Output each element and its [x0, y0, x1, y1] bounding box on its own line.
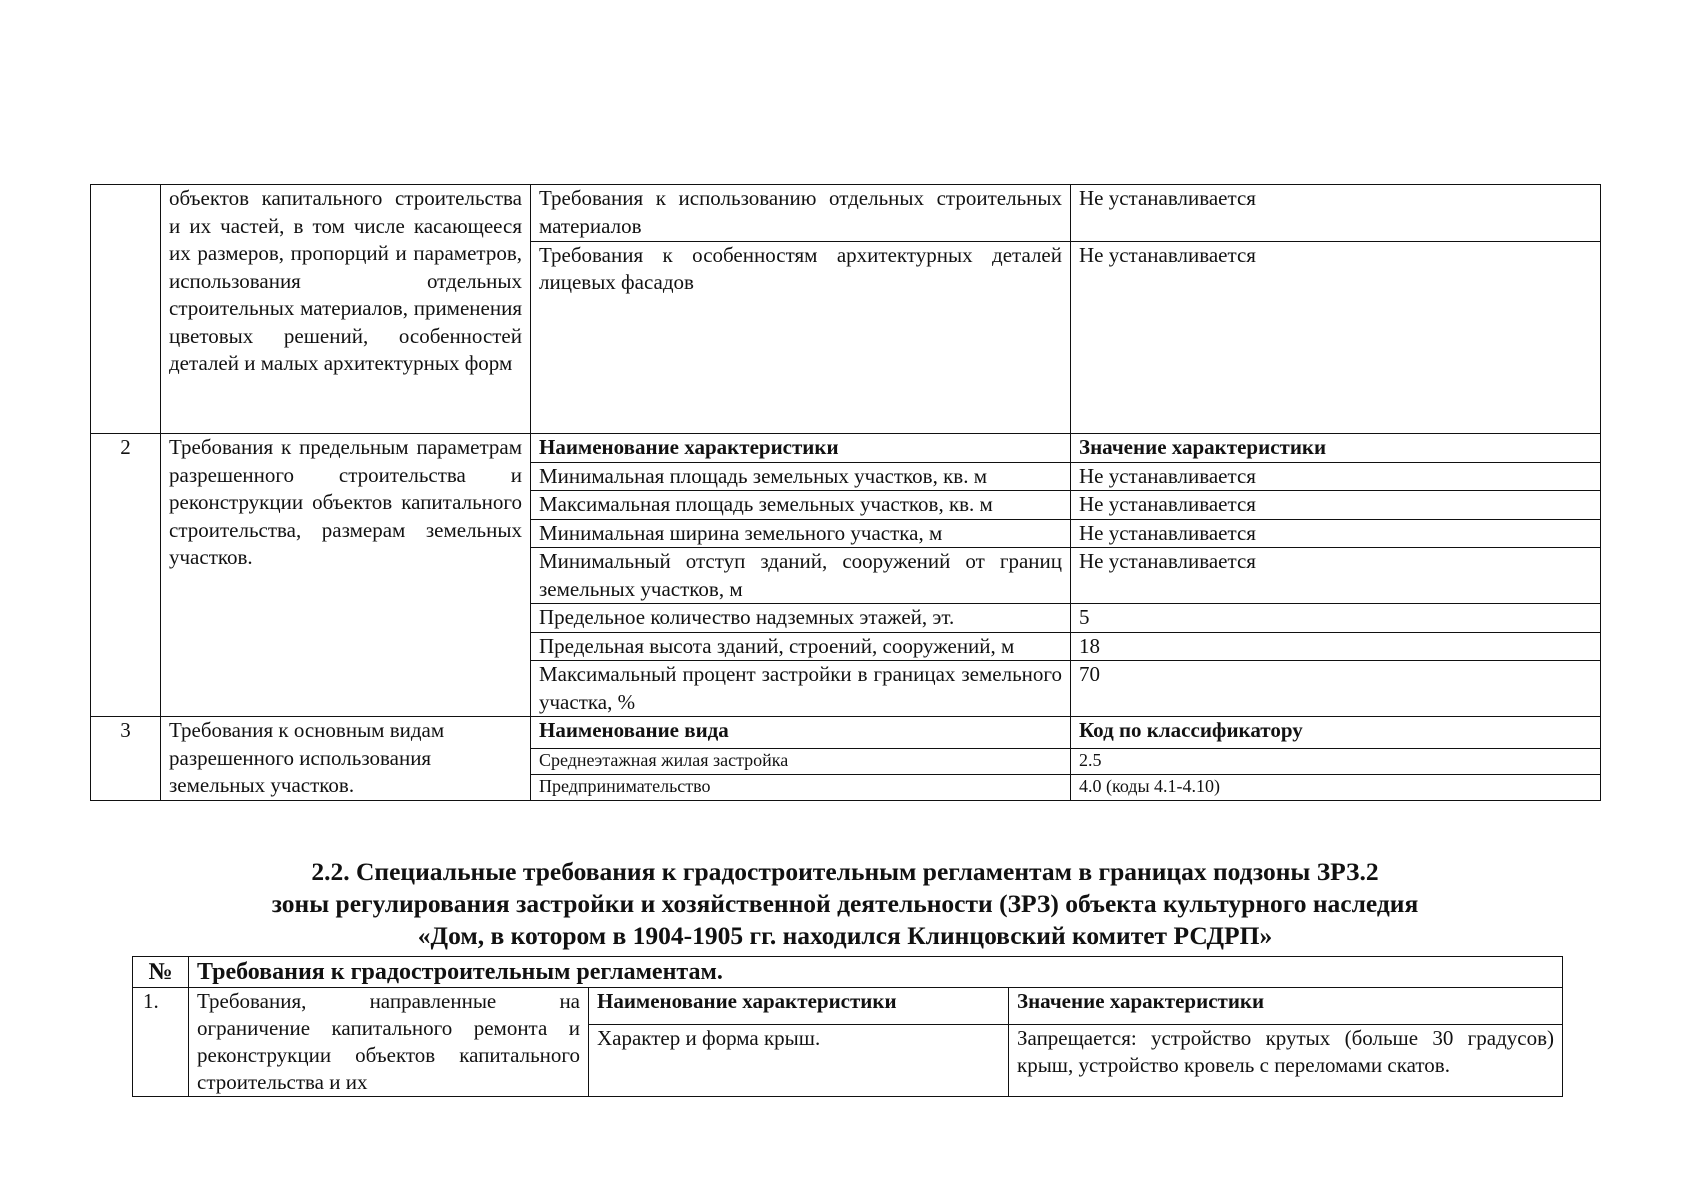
requirements-table-lower [132, 956, 1563, 1097]
column-header-value: Значение характеристики [1071, 434, 1601, 463]
row-number: 3 [91, 717, 161, 801]
section-heading [140, 856, 1550, 952]
number-header: № [133, 957, 189, 988]
section-heading-line: 2.2. Специальные требования к градостроительным регламентам в границах подзоны ЗРЗ.2 [311, 857, 1379, 886]
requirement-cell: объектов капитального строительства и их частей, в том числе касающееся их размеров, пропорций и параметров, использования отдельных строительных материалов, применения цветовых решений, особенностей деталей и малых архитектурных форм [161, 185, 531, 434]
classifier-code: 4.0 (коды 4.1-4.10) [1071, 774, 1601, 800]
section-heading-line: зоны регулирования застройки и хозяйственной деятельности (ЗРЗ) объекта культурного наследия [271, 889, 1419, 918]
characteristic-name: Требования к использованию отдельных строительных материалов [531, 185, 1071, 242]
requirements-table-upper [90, 184, 1601, 801]
column-header-value: Значение характеристики [1009, 988, 1563, 1025]
column-header-name: Наименование характеристики [589, 988, 1009, 1025]
characteristic-value: Не устанавливается [1071, 519, 1601, 548]
characteristic-name: Минимальный отступ зданий, сооружений от границ земельных участков, м [531, 548, 1071, 604]
table-header-row [133, 957, 1563, 988]
characteristic-value: 5 [1071, 604, 1601, 633]
characteristic-name: Максимальная площадь земельных участков, кв. м [531, 491, 1071, 520]
classifier-code: 2.5 [1071, 748, 1601, 774]
use-type-name: Предпринимательство [531, 774, 1071, 800]
row-number: 2 [91, 434, 161, 717]
table-row [91, 717, 1601, 749]
table-row [91, 185, 1601, 242]
requirement-cell: Требования, направленные на ограничение капитального ремонта и реконструкции объектов капитального строительства и их [189, 988, 589, 1097]
section-heading-line: «Дом, в котором в 1904-1905 гг. находился Клинцовский комитет РСДРП» [417, 921, 1273, 950]
table-row [91, 434, 1601, 463]
table-row [133, 988, 1563, 1025]
characteristic-value: Не устанавливается [1071, 548, 1601, 604]
row-number: 1. [133, 988, 189, 1097]
characteristic-value: Не устанавливается [1071, 185, 1601, 242]
characteristic-name: Предельное количество надземных этажей, эт. [531, 604, 1071, 633]
requirement-cell: Требования к основным видам разрешенного использования земельных участков. [161, 717, 531, 801]
characteristic-name: Требования к особенностям архитектурных деталей лицевых фасадов [531, 241, 1071, 433]
table-title: Требования к градостроительным регламентам. [189, 957, 1563, 988]
row-number [91, 185, 161, 434]
characteristic-value: 70 [1071, 661, 1601, 717]
use-type-name: Среднеэтажная жилая застройка [531, 748, 1071, 774]
characteristic-name: Максимальный процент застройки в границах земельного участка, % [531, 661, 1071, 717]
characteristic-value: Не устанавливается [1071, 462, 1601, 491]
characteristic-name: Минимальная ширина земельного участка, м [531, 519, 1071, 548]
column-header-value: Код по классификатору [1071, 717, 1601, 749]
characteristic-value: Не устанавливается [1071, 491, 1601, 520]
characteristic-name: Предельная высота зданий, строений, сооружений, м [531, 632, 1071, 661]
characteristic-value: Запрещается: устройство крутых (больше 30 градусов) крыш, устройство кровель с переломами скатов. [1009, 1024, 1563, 1096]
column-header-name: Наименование вида [531, 717, 1071, 749]
characteristic-value: Не устанавливается [1071, 241, 1601, 433]
characteristic-name: Минимальная площадь земельных участков, кв. м [531, 462, 1071, 491]
column-header-name: Наименование характеристики [531, 434, 1071, 463]
requirement-cell: Требования к предельным параметрам разрешенного строительства и реконструкции объектов капитального строительства, размерам земельных участков. [161, 434, 531, 717]
characteristic-name: Характер и форма крыш. [589, 1024, 1009, 1096]
characteristic-value: 18 [1071, 632, 1601, 661]
